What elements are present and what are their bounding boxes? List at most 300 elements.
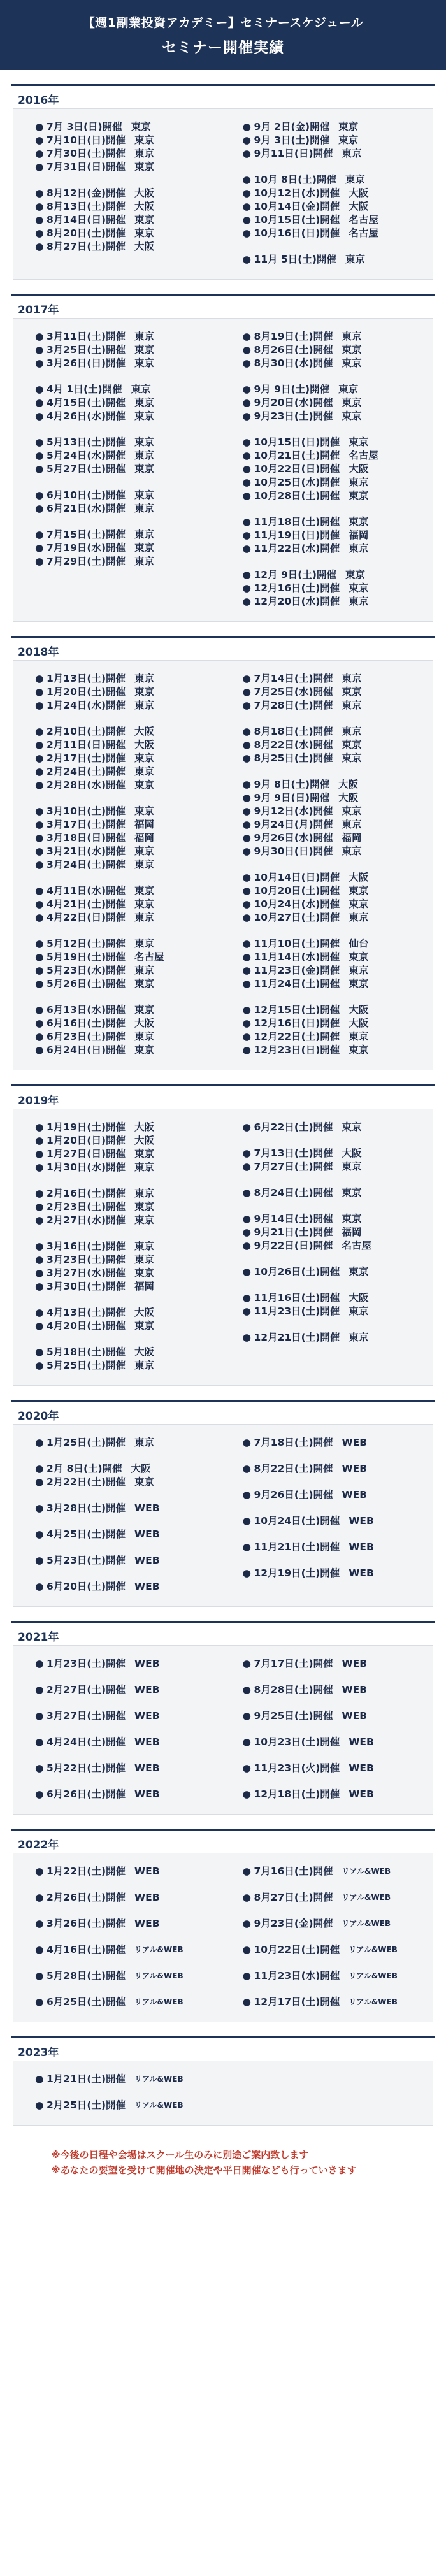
bullet-icon: ● [35,1254,44,1265]
bullet-icon: ● [242,1004,252,1016]
bullet-icon: ● [35,1529,44,1540]
seminar-entry [35,911,226,925]
seminar-location: 大阪 [349,463,369,475]
seminar-date: 5月23日(水)開催 [47,965,126,976]
bullet-icon: ● [35,450,44,461]
seminar-location: 東京 [134,134,155,146]
seminar-date: 2月23日(土)開催 [47,1201,126,1212]
year-section [0,84,446,280]
seminar-location: 東京 [342,344,362,356]
month-group [35,1996,226,2009]
left-column [13,120,226,266]
month-group [243,1212,433,1253]
seminar-location: リアル&WEB [349,1945,398,1954]
seminar-entry [35,1788,226,1801]
bullet-icon: ● [35,1581,44,1592]
bullet-icon: ● [35,1736,44,1748]
seminar-location: 東京 [345,174,365,185]
bullet-icon: ● [35,148,44,159]
seminar-date: 8月20日(土)開催 [47,227,126,239]
bullet-icon: ● [35,1135,44,1146]
seminar-location: 大阪 [134,1121,155,1133]
seminar-location: 東京 [349,912,369,923]
seminar-entry [35,1306,226,1320]
seminar-location: 福岡 [342,1227,362,1238]
seminar-location: 東京 [349,543,369,554]
seminar-location: 福岡 [134,832,155,844]
seminar-entry [243,1683,433,1697]
month-group [35,436,226,476]
seminar-date: 5月18日(土)開催 [47,1346,126,1358]
bullet-icon: ● [242,174,252,185]
seminar-date: 7月15日(土)開催 [47,529,126,540]
seminar-entry [243,752,433,765]
seminar-date: 6月16日(土)開催 [47,1018,126,1029]
seminar-date: 9月12日(水)開催 [254,805,333,817]
seminar-location: 東京 [349,516,369,528]
bullet-icon: ● [35,436,44,448]
month-group [243,568,433,608]
page-header [0,0,446,70]
seminar-entry [35,818,226,831]
seminar-entry [243,1865,433,1878]
seminar-location: WEB [134,1502,160,1514]
bullet-icon: ● [35,410,44,422]
bullet-icon: ● [242,121,252,133]
seminar-entry [35,134,226,147]
seminar-date: 7月27日(土)開催 [254,1161,333,1172]
month-group [35,1240,226,1293]
seminar-location: 東京 [134,463,155,475]
month-group [243,1943,433,1957]
seminar-entry [35,410,226,423]
seminar-entry [243,568,433,582]
seminar-entry [35,1044,226,1057]
bullet-icon: ● [242,673,252,684]
seminar-location: 大阪 [134,1307,155,1318]
bullet-icon: ● [242,1227,252,1238]
seminar-date: 3月27日(土)開催 [47,1710,126,1722]
seminar-location: 大阪 [134,739,155,751]
seminar-date: 2月27日(水)開催 [47,1214,126,1226]
seminar-location: リアル&WEB [342,1919,391,1928]
seminar-date: 1月13日(土)開催 [47,673,126,684]
seminar-location: 東京 [345,569,365,580]
right-column [226,120,433,266]
seminar-date: 9月21日(土)開催 [254,1227,333,1238]
seminar-location: 東京 [134,344,155,356]
seminar-date: 10月 8日(土)開催 [254,174,336,185]
seminar-entry [35,779,226,792]
seminar-entry [35,343,226,357]
left-column [13,672,226,1057]
seminar-location: 東京 [134,978,155,989]
seminar-entry [243,357,433,370]
bullet-icon: ● [35,1214,44,1226]
seminar-location: 東京 [349,477,369,488]
month-group [35,1121,226,1174]
seminar-entry [35,1359,226,1372]
seminar-location: WEB [134,1892,160,1903]
seminar-entry [35,1502,226,1515]
bullet-icon: ● [242,779,252,790]
seminar-location: 東京 [349,582,369,594]
bullet-icon: ● [35,898,44,910]
seminar-location: 東京 [134,898,155,910]
seminar-location: 東京 [349,596,369,607]
seminar-location: 東京 [131,121,151,133]
seminar-location: 名古屋 [342,1240,372,1251]
seminar-date: 11月14日(水)開催 [254,951,340,963]
seminar-date: 11月23日(土)開催 [254,1306,340,1317]
seminar-entry [243,1212,433,1226]
seminar-date: 3月26日(日)開催 [47,357,126,369]
seminar-location: 大阪 [349,872,369,883]
month-group [243,1462,433,1476]
seminar-date: 5月26日(土)開催 [47,978,126,989]
seminar-date: 3月10日(土)開催 [47,805,126,817]
seminar-date: 9月30日(日)開催 [254,845,333,857]
seminar-date: 3月23日(土)開催 [47,1254,126,1265]
seminar-location: 東京 [349,885,369,896]
seminar-date: 4月22日(日)開催 [47,912,126,923]
month-group [243,871,433,925]
seminar-location: リアル&WEB [134,1971,183,1980]
seminar-entry [243,595,433,608]
seminar-location: 東京 [342,357,362,369]
bullet-icon: ● [35,1944,44,1955]
bullet-icon: ● [242,516,252,528]
month-group [35,1580,226,1594]
seminar-entry [243,1239,433,1253]
seminar-date: 12月21日(土)開催 [254,1332,340,1343]
seminar-date: 3月17日(土)開催 [47,819,126,830]
seminar-date: 11月 5日(土)開催 [254,254,336,265]
month-group [35,1865,226,1878]
seminar-entry [243,871,433,884]
bullet-icon: ● [35,739,44,751]
bullet-icon: ● [242,214,252,226]
seminar-entry [243,410,433,423]
bullet-icon: ● [242,1710,252,1722]
seminar-date: 2月17日(土)開催 [47,752,126,764]
schedule-panel [13,108,433,280]
seminar-location: 名古屋 [134,951,164,963]
seminar-location: 大阪 [134,1018,155,1029]
bullet-icon: ● [242,201,252,212]
month-group [35,937,226,991]
bullet-icon: ● [35,752,44,764]
year-section [0,1400,446,1607]
seminar-location: 東京 [134,1031,155,1042]
seminar-date: 11月23日(金)開催 [254,965,340,976]
seminar-entry [243,1891,433,1904]
year-heading: 2022年 [11,1829,435,1850]
month-group [35,1943,226,1957]
bullet-icon: ● [35,1201,44,1212]
seminar-entry [243,542,433,556]
seminar-date: 8月18日(土)開催 [254,726,333,737]
seminar-location: WEB [349,1736,374,1748]
seminar-entry [243,791,433,805]
bullet-icon: ● [35,397,44,408]
bullet-icon: ● [242,463,252,475]
seminar-date: 7月25日(水)開催 [254,686,333,698]
seminar-date: 2月 8日(土)開催 [47,1463,122,1474]
bullet-icon: ● [242,1736,252,1748]
seminar-entry [35,1580,226,1594]
bullet-icon: ● [242,1240,252,1251]
seminar-location: 東京 [134,436,155,448]
seminar-location: 大阪 [338,779,359,790]
bullet-icon: ● [242,1018,252,1029]
seminar-entry [243,463,433,476]
seminar-date: 11月16日(土)開催 [254,1292,340,1304]
seminar-entry [35,765,226,779]
bullet-icon: ● [35,2099,44,2111]
seminar-date: 3月18日(日)開催 [47,832,126,844]
seminar-entry [243,1265,433,1279]
seminar-date: 9月14日(土)開催 [254,1213,333,1225]
seminar-entry [243,818,433,831]
seminar-location: 大阪 [134,187,155,199]
bullet-icon: ● [242,450,252,461]
seminar-date: 5月24日(水)開催 [47,450,126,461]
seminar-date: 5月25日(土)開催 [47,1360,126,1371]
bullet-icon: ● [242,384,252,395]
seminar-date: 9月25日(土)開催 [254,1710,333,1722]
bullet-icon: ● [242,529,252,541]
bullet-icon: ● [35,344,44,356]
year-section [0,1829,446,2022]
bullet-icon: ● [35,1360,44,1371]
seminar-date: 7月 3日(日)開催 [47,121,122,133]
seminar-date: 7月28日(土)開催 [254,700,333,711]
seminar-entry [243,489,433,503]
seminar-entry [35,1161,226,1174]
seminar-location: 東京 [342,845,362,857]
bullet-icon: ● [242,965,252,976]
year-heading: 2016年 [11,84,435,106]
seminar-location: 福岡 [134,1281,155,1292]
seminar-date: 12月16日(日)開催 [254,1018,340,1029]
seminar-location: 東京 [342,686,362,698]
seminar-date: 10月27日(土)開催 [254,912,340,923]
year-heading: 2018年 [11,636,435,658]
bullet-icon: ● [35,134,44,146]
bullet-icon: ● [242,700,252,711]
seminar-location: WEB [349,1541,374,1553]
bullet-icon: ● [242,1515,252,1527]
seminar-location: WEB [342,1437,368,1448]
seminar-entry [243,778,433,791]
seminar-entry [35,1476,226,1489]
seminar-location: 東京 [134,1044,155,1056]
seminar-entry [35,699,226,712]
seminar-location: 東京 [134,489,155,501]
month-group [243,725,433,765]
schedule-list [0,84,446,2126]
seminar-date: 4月25日(土)開催 [47,1529,126,1540]
seminar-location: 東京 [134,331,155,342]
seminar-date: 11月18日(土)開催 [254,516,340,528]
left-column [13,1865,226,2009]
seminar-entry [35,672,226,686]
seminar-entry [35,1320,226,1333]
seminar-date: 9月 8日(土)開催 [254,779,330,790]
seminar-location: 東京 [134,503,155,514]
bullet-icon: ● [242,1187,252,1198]
bullet-icon: ● [242,148,252,159]
seminar-location: 東京 [342,1187,362,1198]
bullet-icon: ● [35,1866,44,1877]
bullet-icon: ● [242,596,252,607]
seminar-location: 東京 [349,1266,369,1277]
seminar-location: リアル&WEB [349,1971,398,1980]
seminar-entry [35,147,226,161]
seminar-date: 1月27日(日)開催 [47,1148,126,1160]
bullet-icon: ● [242,726,252,737]
bullet-icon: ● [35,1892,44,1903]
month-group [243,253,433,266]
seminar-location: 東京 [134,1201,155,1212]
seminar-location: 大阪 [134,241,155,252]
seminar-location: 東京 [349,1031,369,1042]
seminar-location: 東京 [134,965,155,976]
seminar-location: 東京 [349,1306,369,1317]
month-group [35,1306,226,1333]
year-section [0,294,446,622]
schedule-panel [13,1424,433,1607]
seminar-entry [35,2073,226,2086]
seminar-entry [35,1943,226,1957]
bullet-icon: ● [35,227,44,239]
header-subtitle: 【週1副業投資アカデミー】セミナースケジュール [82,16,364,30]
seminar-location: 東京 [134,885,155,896]
seminar-date: 5月27日(土)開催 [47,463,126,475]
seminar-location: 大阪 [134,1135,155,1146]
bullet-icon: ● [242,490,252,501]
seminar-date: 2月27日(土)開催 [47,1684,126,1695]
seminar-date: 11月10日(土)開催 [254,938,340,949]
bullet-icon: ● [242,1161,252,1172]
bullet-icon: ● [242,397,252,408]
bullet-icon: ● [35,1463,44,1474]
seminar-location: 東京 [342,673,362,684]
seminar-entry [35,240,226,254]
seminar-date: 10月28日(土)開催 [254,490,340,501]
seminar-entry [243,1657,433,1671]
seminar-entry [35,1017,226,1030]
seminar-entry [243,1515,433,1528]
bullet-icon: ● [35,686,44,698]
bullet-icon: ● [35,951,44,963]
bullet-icon: ● [242,1463,252,1474]
month-group [243,1147,433,1174]
seminar-entry [243,173,433,187]
seminar-entry [35,686,226,699]
seminar-date: 8月22日(土)開催 [254,1463,333,1474]
bullet-icon: ● [35,1188,44,1199]
note-line: ※あなたの要望を受けて開催地の決定や平日開催なども行っていきます [51,2164,357,2176]
seminar-entry [243,805,433,818]
bullet-icon: ● [242,582,252,594]
month-group [35,2073,226,2086]
seminar-date: 2月28日(水)開催 [47,779,126,791]
seminar-entry [243,699,433,712]
seminar-date: 11月24日(土)開催 [254,978,340,989]
seminar-date: 12月16日(土)開催 [254,582,340,594]
seminar-date: 9月23日(土)開催 [254,410,333,422]
seminar-entry [243,845,433,858]
month-group [35,330,226,370]
seminar-date: 5月22日(土)開催 [47,1762,126,1774]
seminar-location: 大阪 [349,1018,369,1029]
seminar-entry [243,1147,433,1160]
seminar-location: 東京 [349,1044,369,1056]
seminar-date: 9月24日(月)開催 [254,819,333,830]
bullet-icon: ● [35,201,44,212]
seminar-entry [35,555,226,568]
bullet-icon: ● [242,569,252,580]
right-column [226,1436,433,1594]
seminar-location: 名古屋 [349,227,378,239]
bullet-icon: ● [35,1121,44,1133]
bullet-icon: ● [242,1489,252,1500]
seminar-location: 仙台 [349,938,369,949]
seminar-date: 10月15日(日)開催 [254,436,340,448]
seminar-date: 4月11日(水)開催 [47,885,126,896]
seminar-location: 東京 [338,134,359,146]
bullet-icon: ● [242,1866,252,1877]
month-group [243,778,433,858]
seminar-location: リアル&WEB [134,2075,183,2083]
seminar-entry [243,725,433,738]
seminar-date: 2月24日(土)開催 [47,766,126,777]
bullet-icon: ● [35,1307,44,1318]
seminar-location: 東京 [349,978,369,989]
month-group [243,1788,433,1801]
month-group [243,1121,433,1134]
bullet-icon: ● [242,885,252,896]
seminar-location: 東京 [342,1161,362,1172]
seminar-location: 東京 [134,161,155,173]
seminar-date: 11月23日(火)開催 [254,1762,340,1774]
seminar-location: 東京 [342,752,362,764]
month-group [35,1462,226,1489]
seminar-location: 東京 [345,254,365,265]
bullet-icon: ● [242,187,252,199]
seminar-entry [243,977,433,991]
seminar-date: 1月19日(土)開催 [47,1121,126,1133]
month-group [243,1709,433,1723]
seminar-entry [243,951,433,964]
seminar-entry [35,1683,226,1697]
seminar-entry [35,1267,226,1280]
year-section [0,636,446,1070]
seminar-location: 名古屋 [349,214,378,226]
seminar-entry [243,1788,433,1801]
year-heading: 2019年 [11,1084,435,1106]
month-group [35,528,226,568]
month-group [243,1186,433,1200]
seminar-entry [243,227,433,240]
seminar-location: 東京 [134,227,155,239]
bullet-icon: ● [35,187,44,199]
seminar-location: 東京 [134,1476,155,1488]
seminar-location: 東京 [342,410,362,422]
seminar-location: 東京 [134,859,155,870]
